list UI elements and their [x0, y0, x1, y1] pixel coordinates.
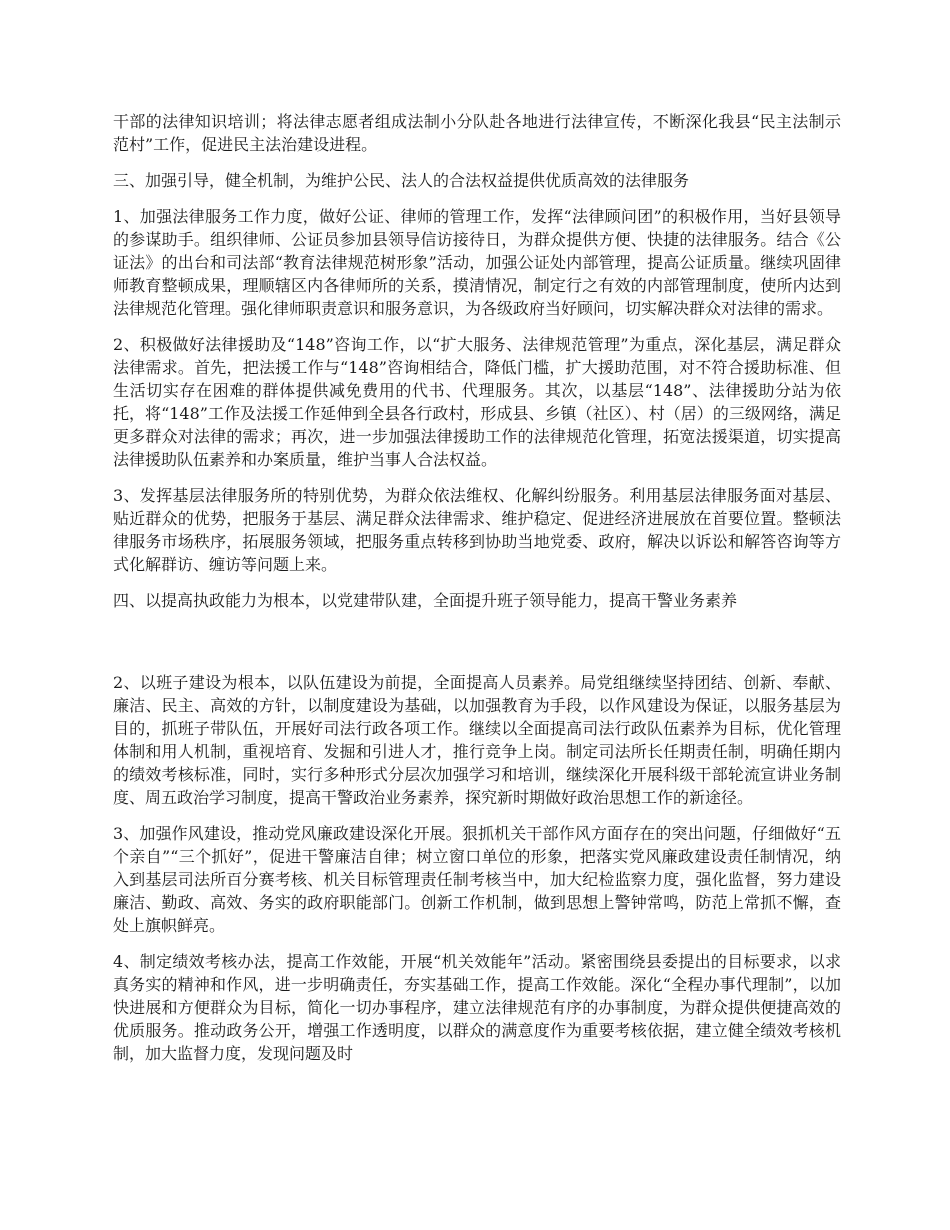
paragraph-intro-continuation: 干部的法律知识培训；将法律志愿者组成法制小分队赴各地进行法律宣传，不断深化我县“民主法制示范村”工作，促进民主法治建设进程。	[113, 112, 841, 154]
section-heading-four: 四、以提高执政能力为根本，以党建带队建，全面提升班子领导能力，提高干警业务素养	[113, 591, 738, 610]
document-page	[113, 110, 841, 1078]
paragraph-item-1: 1、加强法律服务工作力度，做好公证、律师的管理工作，发挥“法律顾问团”的积极作用，当好县领导的参谋助手。组织律师、公证员参加县领导信访接待日，为群众提供方便、快捷的法律服务。结合《公证法》的出台和司法部“教育法律规范树形象”活动，加强公证处内部管理，提高公证质量。继续巩固律师教育整顿成果，理顺辖区内各律师所的关系，摸清情况，制定行之有效的内部管理制度，使所内达到法律规范化管理。强化律师职责意识和服务意识，为各级政府当好顾问，切实解决群众对法律的需求。	[113, 207, 841, 318]
paragraph-item-3: 3、发挥基层法律服务所的特别优势，为群众依法维权、化解纠纷服务。利用基层法律服务面对基层、贴近群众的优势，把服务于基层、满足群众法律需求、维护稳定、促进经济进展放在首要位置。整顿法律服务市场秩序，拓展服务领域，把服务重点转移到协助当地党委、政府，解决以诉讼和解答咨询等方式化解群访、缠访等问题上来。	[113, 486, 841, 574]
paragraph-section4-item-2: 2、以班子建设为根本，以队伍建设为前提，全面提高人员素养。局党组继续坚持团结、创新、奉献、廉洁、民主、高效的方针，以制度建设为基础，以加强教育为手段，以作风建设为保证，以服务基层为目的，抓班子带队伍，开展好司法行政各项工作。继续以全面提高司法行政队伍素养为目标，优化管理体制和用人机制，重视培育、发掘和引进人才，推行竞争上岗。制定司法所长任期责任制，明确任期内的绩效考核标准，同时，实行多种形式分层次加强学习和培训，继续深化开展科级干部轮流宣讲业务制度、周五政治学习制度，提高干警政治业务素养，探究新时期做好政治思想工作的新途径。	[113, 673, 841, 807]
blank-gap	[113, 625, 841, 671]
section-heading-three: 三、加强引导，健全机制，为维护公民、法人的合法权益提供优质高效的法律服务	[113, 171, 690, 190]
paragraph-item-2: 2、积极做好法律援助及“148”咨询工作，以“扩大服务、法律规范管理”为重点，深化基层，满足群众法律需求。首先，把法援工作与“148”咨询相结合，降低门槛，扩大援助范围，对不符合援助标准、但生活切实存在困难的群体提供减免费用的代书、代理服务。其次，以基层“148”、法律援助分站为依托，将“148”工作及法援工作延伸到全县各行政村，形成县、乡镇（社区）、村（居）的三级网络，满足更多群众对法律的需求；再次，进一步加强法律援助工作的法律规范化管理，拓宽法援渠道，切实提高法律援助队伍素养和办案质量，维护当事人合法权益。	[113, 335, 841, 469]
paragraph-section4-item-4: 4、制定绩效考核办法，提高工作效能，开展“机关效能年”活动。紧密围绕县委提出的目标要求，以求真务实的精神和作风，进一步明确责任，夯实基础工作，提高工作效能。深化“全程办事代理制”，以加快进展和方便群众为目标，简化一切办事程序，建立法律规范有序的办事制度，为群众提供便捷高效的优质服务。推动政务公开，增强工作透明度，以群众的满意度作为重要考核依据，建立健全绩效考核机制，加大监督力度，发现问题及时	[113, 952, 841, 1063]
paragraph-section4-item-3: 3、加强作风建设，推动党风廉政建设深化开展。狠抓机关干部作风方面存在的突出问题，仔细做好“五个亲自”“三个抓好”，促进干警廉洁自律；树立窗口单位的形象，把落实党风廉政建设责任制情况，纳入到基层司法所百分赛考核、机关目标管理责任制考核当中，加大纪检监察力度，强化监督，努力建设廉洁、勤政、高效、务实的政府职能部门。创新工作机制，做到思想上警钟常鸣，防范上常抓不懈，查处上旗帜鲜亮。	[113, 824, 841, 935]
